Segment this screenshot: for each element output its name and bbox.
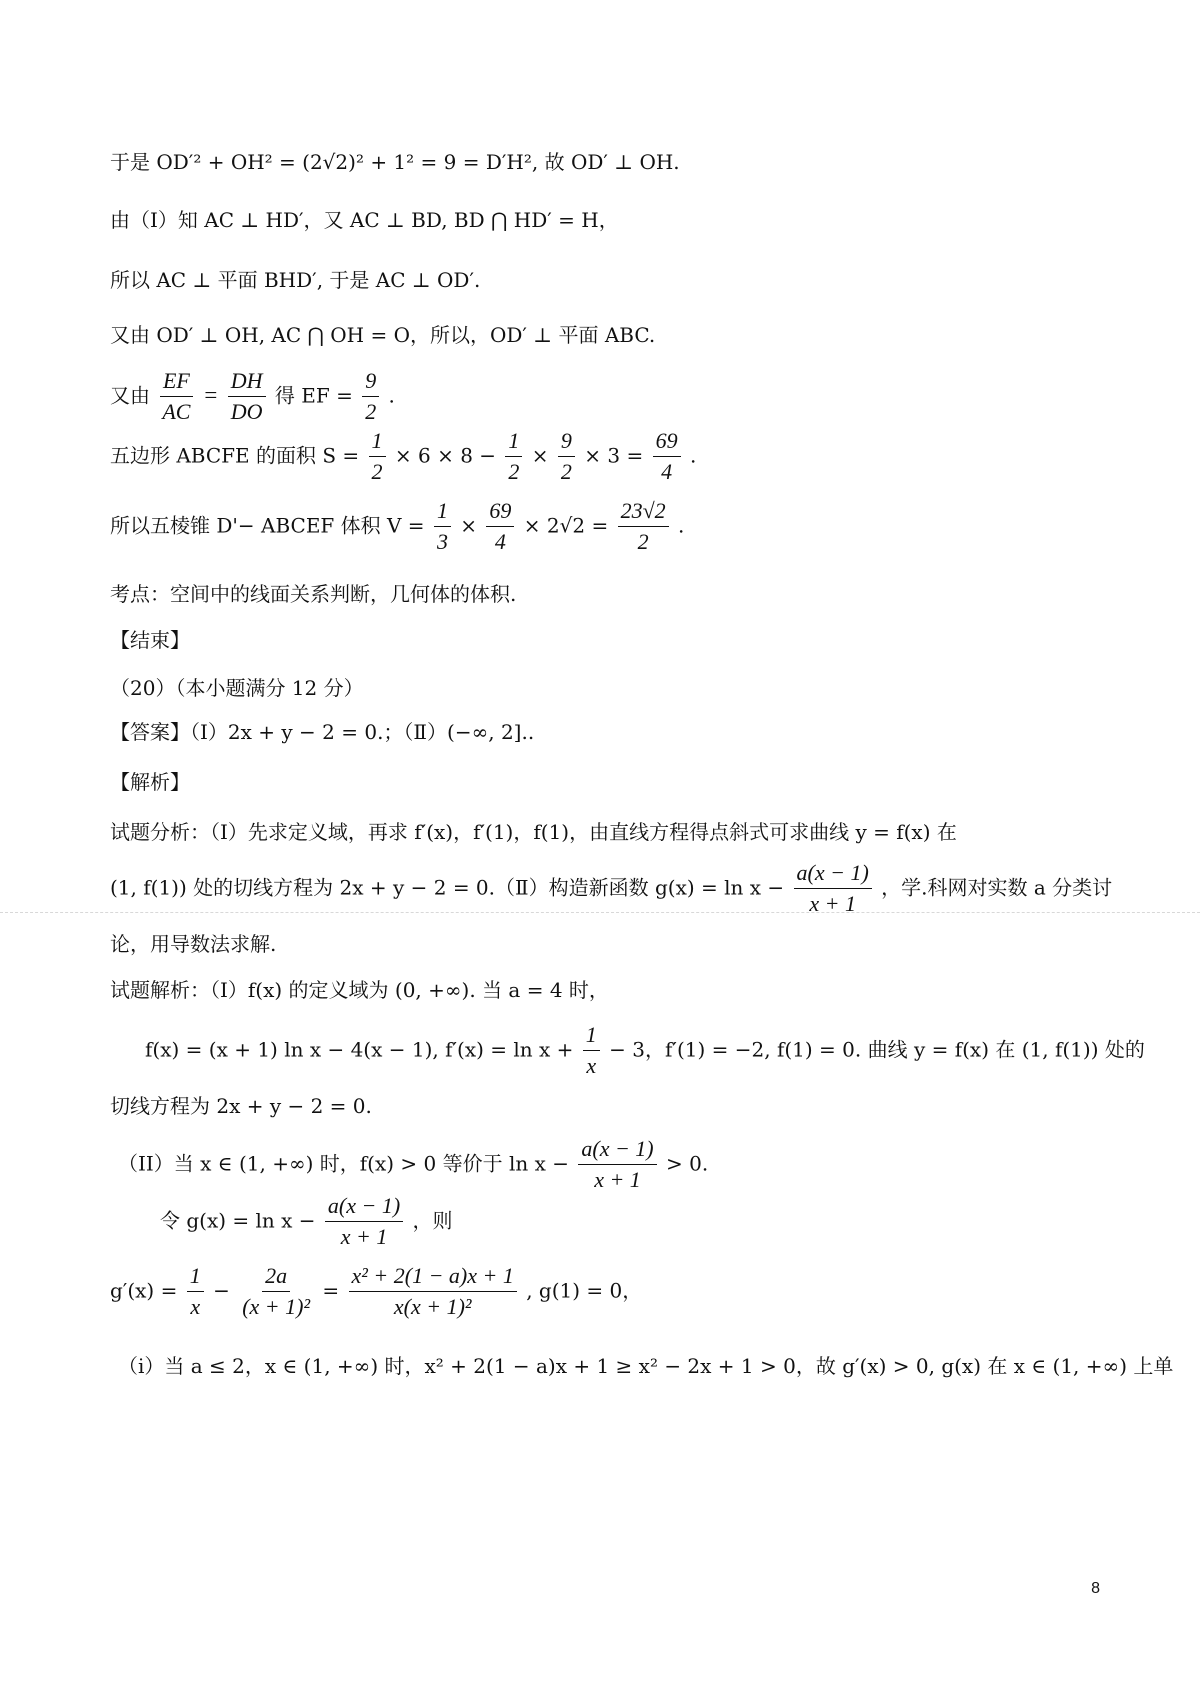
fraction xyxy=(239,1263,313,1321)
fraction-line xyxy=(160,1193,453,1251)
numerator: 2a xyxy=(262,1263,290,1292)
denominator: x xyxy=(586,1053,597,1079)
text-segment: . xyxy=(388,383,395,408)
denominator: 4 xyxy=(494,529,506,555)
text-segment: = xyxy=(322,1278,340,1303)
text-segment: 又由 xyxy=(110,383,150,408)
fraction xyxy=(486,498,514,556)
text-line: 又由 OD′ ⊥ OH, AC ⋂ OH = O，所以，OD′ ⊥ 平面 ABC. xyxy=(110,323,656,347)
fraction-line xyxy=(110,498,684,556)
denominator: 4 xyxy=(661,459,673,485)
numerator: 69 xyxy=(653,428,681,457)
denominator: 3 xyxy=(436,529,448,555)
text-segment: − xyxy=(213,1278,230,1303)
denominator: 2 xyxy=(371,459,383,485)
fraction-line xyxy=(110,1263,642,1321)
text-segment: 得 EF = xyxy=(274,383,353,408)
text-segment: × xyxy=(460,513,478,538)
text-line: 论，用导数法求解. xyxy=(110,932,277,956)
fraction xyxy=(618,498,669,556)
denominator: 2 xyxy=(637,529,649,555)
text-segment: （II）当 x ∈ (1, +∞) 时，f(x) > 0 等价于 ln x − xyxy=(118,1151,570,1176)
denominator: x + 1 xyxy=(594,1167,641,1193)
text-segment: × 6 × 8 − xyxy=(394,443,497,468)
numerator: 1 xyxy=(434,498,451,527)
denominator: 2 xyxy=(560,459,572,485)
fraction xyxy=(653,428,681,486)
text-segment: . xyxy=(689,443,697,468)
page-number: 8 xyxy=(1091,1580,1100,1597)
fraction xyxy=(325,1193,403,1251)
section-marker: 【解析】 xyxy=(110,770,190,794)
fraction-line xyxy=(118,1136,708,1194)
fraction xyxy=(434,498,451,556)
text-line: 切线方程为 2x + y − 2 = 0. xyxy=(110,1094,372,1118)
text-line: （i）当 a ≤ 2，x ∈ (1, +∞) 时，x² + 2(1 − a)x + 1 ≥ x² − 2x + 1 > 0，故 g′(x) > 0, g(x) 在 x ∈ (1, +∞) 上单 xyxy=(118,1354,1174,1378)
numerator: 1 xyxy=(505,428,522,457)
numerator: x² + 2(1 − a)x + 1 xyxy=(349,1263,517,1292)
fraction xyxy=(349,1263,517,1321)
denominator: x xyxy=(190,1294,201,1320)
numerator: 1 xyxy=(369,428,386,457)
fraction-line xyxy=(110,368,395,426)
fraction-line xyxy=(145,1022,1145,1080)
numerator: 1 xyxy=(583,1022,600,1051)
text-line: 试题分析：（Ⅰ）先求定义域，再求 f′(x)，f′(1)，f(1)，由直线方程得点斜式可求曲线 y = f(x) 在 xyxy=(110,820,957,844)
denominator: AC xyxy=(162,399,191,425)
section-marker: 【结束】 xyxy=(110,628,190,652)
fraction xyxy=(187,1263,204,1321)
numerator: a(x − 1) xyxy=(794,860,872,889)
denominator: (x + 1)² xyxy=(242,1294,311,1320)
answer-line: 【答案】（Ⅰ）2x + y − 2 = 0.；（Ⅱ）(−∞, 2].. xyxy=(110,720,535,744)
text-segment: ，则 xyxy=(412,1208,453,1233)
fraction xyxy=(558,428,575,486)
fraction-line xyxy=(110,428,696,486)
fraction xyxy=(505,428,522,486)
text-line: 所以 AC ⊥ 平面 BHD′, 于是 AC ⊥ OD′. xyxy=(110,268,481,292)
text-segment: × xyxy=(531,443,549,468)
fraction xyxy=(578,1136,656,1194)
numerator: 9 xyxy=(558,428,575,457)
text-segment: × 2√2 = xyxy=(523,513,609,538)
numerator: a(x − 1) xyxy=(325,1193,403,1222)
question-header: （20）（本小题满分 12 分） xyxy=(110,676,364,700)
text-line: 考点：空间中的线面关系判断，几何体的体积. xyxy=(110,582,517,606)
numerator: EF xyxy=(160,368,193,397)
fraction xyxy=(159,368,193,426)
fraction xyxy=(228,368,266,426)
text-segment: − 3，f′(1) = −2, f(1) = 0. 曲线 y = f(x) 在 (1, f(1)) 处的 xyxy=(609,1037,1145,1062)
fraction-line xyxy=(110,860,1112,918)
operator: = xyxy=(202,382,219,408)
numerator: a(x − 1) xyxy=(578,1136,656,1165)
text-segment: × 3 = xyxy=(584,443,644,468)
text-line: 试题解析：（I）f(x) 的定义域为 (0, +∞). 当 a = 4 时， xyxy=(110,978,609,1002)
fraction xyxy=(794,860,872,918)
text-segment: ，学.科网对实数 a 分类讨 xyxy=(881,875,1113,900)
text-segment: 五边形 ABCFE 的面积 S = xyxy=(110,443,360,468)
text-segment: . xyxy=(678,513,685,538)
fraction xyxy=(369,428,386,486)
fraction xyxy=(362,368,379,426)
text-line: 于是 OD′² + OH² = (2√2)² + 1² = 9 = D′H², 故 OD′ ⊥ OH. xyxy=(110,150,680,174)
numerator: 23√2 xyxy=(618,498,669,527)
denominator: x + 1 xyxy=(809,891,856,917)
fraction xyxy=(583,1022,600,1080)
numerator: 9 xyxy=(362,368,379,397)
denominator: 2 xyxy=(365,399,377,425)
denominator: 2 xyxy=(508,459,520,485)
text-line: 由（I）知 AC ⊥ HD′，又 AC ⊥ BD, BD ⋂ HD′ = H， xyxy=(110,208,619,232)
denominator: x(x + 1)² xyxy=(393,1294,472,1320)
numerator: 1 xyxy=(187,1263,204,1292)
text-segment: (1, f(1)) 处的切线方程为 2x + y − 2 = 0.（Ⅱ）构造新函数 g(x) = ln x − xyxy=(110,875,785,900)
numerator: 69 xyxy=(486,498,514,527)
text-segment: > 0. xyxy=(666,1151,709,1176)
text-segment: 令 g(x) = ln x − xyxy=(160,1208,316,1233)
text-segment: , g(1) = 0， xyxy=(526,1278,643,1303)
text-segment: 所以五棱锥 D'− ABCEF 体积 V = xyxy=(110,513,425,538)
numerator: DH xyxy=(228,368,266,397)
denominator: DO xyxy=(230,399,263,425)
text-segment: f(x) = (x + 1) ln x − 4(x − 1), f′(x) = ln x + xyxy=(145,1037,574,1062)
denominator: x + 1 xyxy=(340,1224,388,1250)
text-segment: g′(x) = xyxy=(110,1278,178,1303)
